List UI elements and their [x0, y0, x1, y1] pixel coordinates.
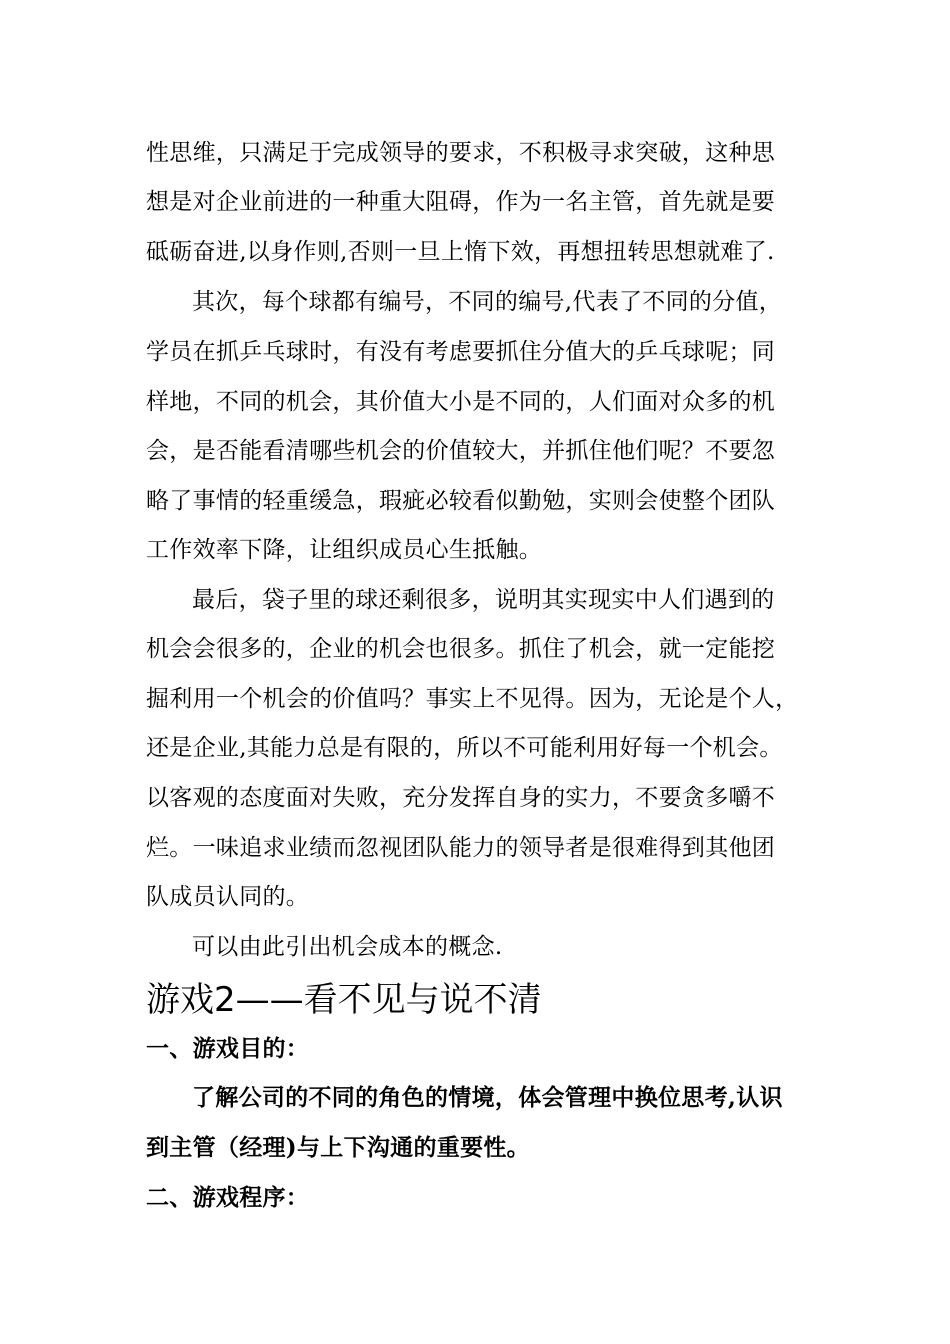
game-heading: 游戏2——看不见与说不清	[146, 980, 542, 1020]
paragraph2-line-6: 工作效率下降，让组织成员心生抵触。	[146, 537, 543, 563]
paragraph3-line-4: 还是企业,其能力总是有限的，所以不可能利用好每一个机会。	[146, 735, 783, 761]
paragraph2-line-4: 会，是否能看清哪些机会的价值较大，并抓住他们呢？不要忽	[146, 438, 776, 464]
paragraph1-line-2: 想是对企业前进的一种重大阻碍，作为一名主管，首先就是要	[146, 189, 776, 215]
paragraph2-line-1: 其次，每个球都有编号，不同的编号,代表了不同的分值，	[192, 289, 783, 315]
paragraph4-line: 可以由此引出机会成本的概念.	[192, 934, 503, 960]
paragraph3-line-6: 烂。一味追求业绩而忽视团队能力的领导者是很难得到其他团	[146, 835, 776, 861]
section1-body-line-2: 到主管（经理)与上下沟通的重要性。	[146, 1134, 530, 1161]
paragraph2-line-3: 样地，不同的机会，其价值大小是不同的，人们面对众多的机	[146, 389, 776, 415]
section1-title: 一、游戏目的：	[146, 1035, 310, 1062]
paragraph2-line-2: 学员在抓乒乓球时，有没有考虑要抓住分值大的乒乓球呢；同	[146, 339, 776, 365]
paragraph1-line-1: 性思维，只满足于完成领导的要求，不积极寻求突破，这种思	[146, 140, 776, 166]
section1-body-line-1: 了解公司的不同的角色的情境，体会管理中换位思考,认识	[192, 1084, 783, 1111]
paragraph1-line-3: 砥砺奋进,以身作则,否则一旦上惰下效，再想扭转思想就难了.	[146, 239, 775, 265]
paragraph3-line-2: 机会会很多的，企业的机会也很多。抓住了机会，就一定能挖	[146, 636, 776, 662]
paragraph3-line-5: 以客观的态度面对失败，充分发挥自身的实力，不要贪多嚼不	[146, 785, 776, 811]
paragraph3-line-3: 掘利用一个机会的价值吗？事实上不见得。因为，无论是个人，	[146, 686, 799, 712]
section2-title: 二、游戏程序：	[146, 1184, 310, 1211]
paragraph3-line-7: 队成员认同的。	[146, 884, 310, 910]
paragraph3-line-1: 最后，袋子里的球还剩很多，说明其实现实中人们遇到的	[192, 587, 775, 613]
paragraph2-line-5: 略了事情的轻重缓急，瑕疵必较看似勤勉，实则会使整个团队	[146, 488, 776, 514]
